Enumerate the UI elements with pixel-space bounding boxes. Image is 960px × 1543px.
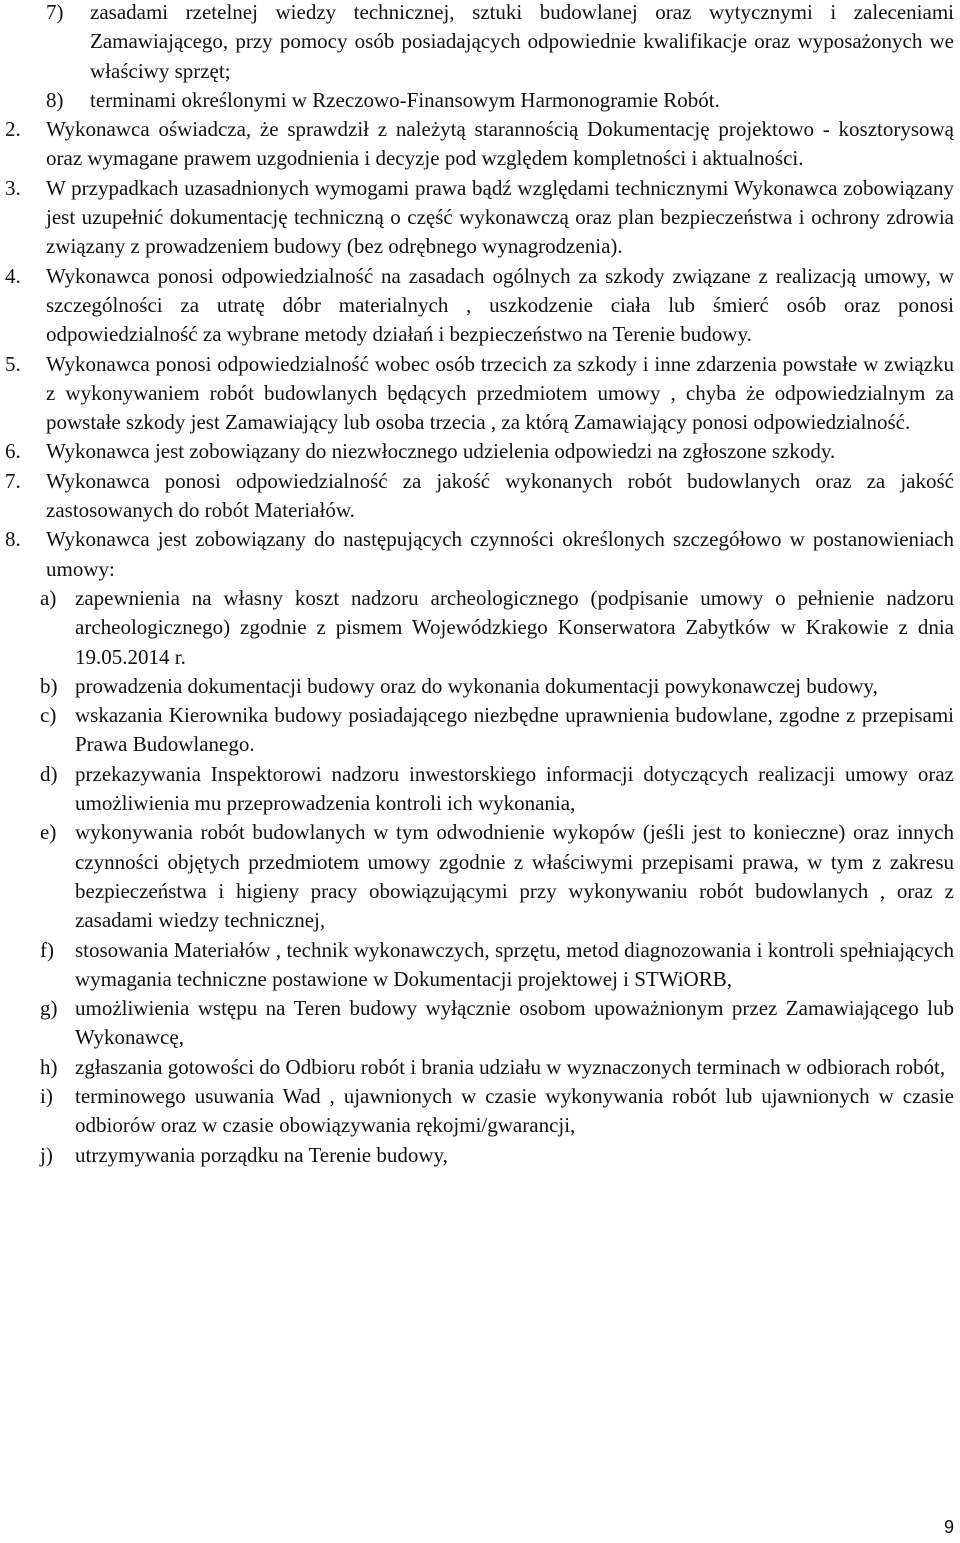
sub-item-c [0, 701, 960, 760]
sub-item-j [0, 1141, 960, 1170]
sub-item-d [0, 760, 960, 819]
paragraph-3 [0, 174, 960, 262]
sub-item-text: zapewnienia na własny koszt nadzoru archeologicznego (podpisanie umowy o pełnienie nadzoru archeologicznego) zgodnie z pismem Wojewódzkiego Konserwatora Zabytków w Krakowie z dnia 19.05.2014 r. [75, 585, 954, 669]
sub-item-text: wskazania Kierownika budowy posiadającego niezbędne uprawnienia budowlane, zgodne z przepisami Prawa Budowlanego. [75, 703, 954, 757]
list-item-7 [0, 0, 960, 86]
paragraph-number: 2. [5, 117, 21, 142]
sub-item-letter: g) [40, 996, 58, 1021]
sub-item-e [0, 818, 960, 935]
sub-item-letter: i) [40, 1083, 53, 1108]
paragraph-text: Wykonawca jest zobowiązany do następujących czynności określonych szczegółowo w postanowieniach umowy: [46, 527, 954, 581]
sub-item-a [0, 584, 960, 672]
list-item-8 [0, 86, 960, 115]
paragraph-text: Wykonawca jest zobowiązany do niezwłocznego udzielenia odpowiedzi na zgłoszone szkody. [46, 439, 836, 464]
sub-item-text: przekazywania Inspektorowi nadzoru inwestorskiego informacji dotyczących realizacji umowy oraz umożliwienia mu przeprowadzenia kontroli ich wykonania, [75, 761, 954, 816]
sub-item-letter: f) [40, 937, 54, 962]
page-number: 9 [943, 1517, 954, 1537]
sub-item-letter: a) [40, 585, 57, 610]
sub-item-i [0, 1082, 960, 1141]
sub-item-text: terminowego usuwania Wad , ujawnionych w czasie wykonywania robót lub ujawnionych w czasie odbiorów oraz w czasie obowiązywania rękojmi/gwarancji, [75, 1083, 954, 1138]
sub-item-g [0, 994, 960, 1053]
sub-item-letter: b) [40, 673, 58, 698]
paragraph-number: 8. [5, 527, 21, 552]
sub-item-b [0, 672, 960, 701]
paragraph-5 [0, 350, 960, 438]
sub-item-text: zgłaszania gotowości do Odbioru robót i brania udziału w wyznaczonych terminach w odbiorach robót, [75, 1054, 946, 1079]
paragraph-number: 6. [5, 439, 21, 464]
sub-item-h [0, 1053, 960, 1082]
paragraph-text: W przypadkach uzasadnionych wymogami prawa bądź względami technicznymi Wykonawca zobowiązany jest uzupełnić dokumentację techniczną o część wykonawczą oraz plan bezpieczeństwa i ochrony zdrowia związany z prowadzeniem budowy (bez odrębnego wynagrodzenia). [46, 175, 954, 259]
item-number: 8) [46, 87, 64, 112]
paragraph-text: Wykonawca oświadcza, że sprawdził z należytą starannością Dokumentację projektowo - kosztorysową oraz wymagane prawem uzgodnienia i decyzje pod względem kompletności i aktualności. [46, 117, 954, 171]
paragraph-text: Wykonawca ponosi odpowiedzialność na zasadach ogólnych za szkody związane z realizacją umowy, w szczególności za utratę dóbr materialnych , uszkodzenie ciała lub śmierć osób oraz ponosi odpowiedzialność za wybrane metody działań i bezpieczeństwo na Terenie budowy. [46, 263, 954, 347]
sub-item-text: prowadzenia dokumentacji budowy oraz do wykonania dokumentacji powykonawczej budowy, [75, 673, 878, 698]
paragraph-4 [0, 262, 960, 350]
paragraph-7 [0, 467, 960, 526]
paragraph-number: 5. [5, 351, 21, 376]
sub-item-letter: h) [40, 1054, 58, 1079]
sub-item-text: wykonywania robót budowlanych w tym odwodnienie wykopów (jeśli jest to konieczne) oraz innych czynności objętych przedmiotem umowy zgodnie z właściwymi przepisami prawa, w tym z zakresu bezpieczeństwa i higieny pracy obowiązującymi przy wykonywaniu robót budowlanych , oraz z zasadami wiedzy technicznej, [75, 820, 954, 933]
item-text: zasadami rzetelnej wiedzy technicznej, sztuki budowlanej oraz wytycznymi i zaleceniami Zamawiającego, przy pomocy osób posiadających odpowiednie kwalifikacje oraz wyposażonych we właściwy sprzęt; [90, 0, 954, 83]
sub-item-text: umożliwienia wstępu na Teren budowy wyłącznie osobom upoważnionym przez Zamawiającego lub Wykonawcę, [75, 996, 954, 1050]
sub-item-letter: e) [40, 820, 57, 845]
sub-item-letter: d) [40, 761, 58, 786]
sub-item-letter: c) [40, 703, 57, 728]
sub-item-letter: j) [40, 1142, 53, 1167]
sub-item-f [0, 936, 960, 995]
paragraph-text: Wykonawca ponosi odpowiedzialność wobec osób trzecich za szkody i inne zdarzenia powstałe w związku z wykonywaniem robót budowlanych będących przedmiotem umowy , chyba że odpowiedzialnym za powstałe szkody jest Zamawiający lub osoba trzecia , za którą Zamawiający ponosi odpowiedzialność. [46, 351, 954, 435]
item-number: 7) [46, 0, 64, 24]
paragraph-8 [0, 525, 960, 584]
sub-item-text: stosowania Materiałów , technik wykonawczych, sprzętu, metod diagnozowania i kontroli spełniających wymagania techniczne postawione w Dokumentacji projektowej i STWiORB, [75, 937, 954, 991]
paragraph-number: 4. [5, 263, 21, 288]
paragraph-number: 3. [5, 175, 21, 200]
paragraph-number: 7. [5, 468, 21, 493]
paragraph-2 [0, 115, 960, 174]
paragraph-6 [0, 437, 960, 466]
sub-item-text: utrzymywania porządku na Terenie budowy, [75, 1142, 448, 1167]
paragraph-text: Wykonawca ponosi odpowiedzialność za jakość wykonanych robót budowlanych oraz za jakość zastosowanych do robót Materiałów. [46, 468, 954, 523]
item-text: terminami określonymi w Rzeczowo-Finansowym Harmonogramie Robót. [90, 87, 720, 112]
